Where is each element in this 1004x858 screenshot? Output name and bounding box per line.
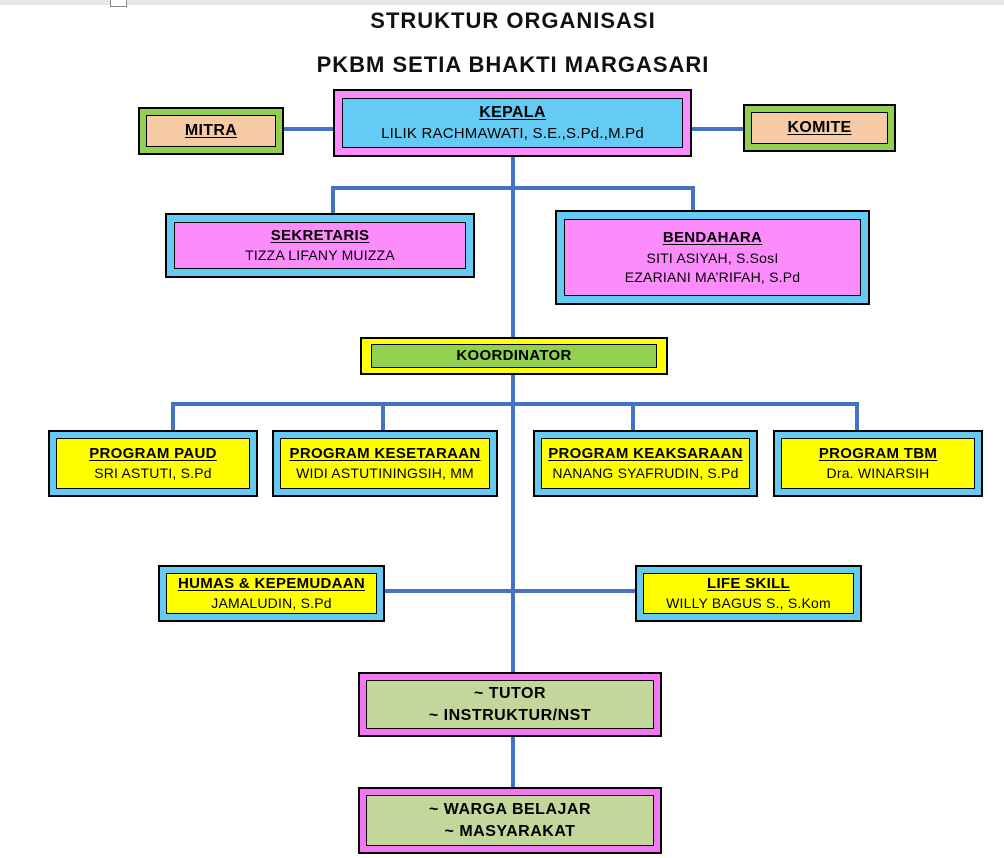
doc-title-line2: PKBM SETIA BHAKTI MARGASARI <box>316 52 710 77</box>
node-person-name: NANANG SYAFRUDIN, S.Pd <box>552 465 739 482</box>
org-node-tutor-instruktur[interactable] <box>358 672 662 737</box>
node-line: ~ TUTOR <box>473 684 547 702</box>
node-person-name: WILLY BAGUS S., S.Kom <box>666 595 831 612</box>
node-person-name: EZARIANI MA’RIFAH, S.Pd <box>624 268 801 285</box>
node-title: PROGRAM KEAKSARAAN <box>548 444 743 462</box>
org-node-humas-kepemudaan[interactable] <box>158 565 385 622</box>
node-title: KOORDINATOR <box>456 346 572 364</box>
org-node-bendahara[interactable] <box>555 210 870 305</box>
node-title: SEKRETARIS <box>270 226 370 244</box>
node-person-name: Dra. WINARSIH <box>826 465 930 482</box>
node-person-name: LILIK RACHMAWATI, S.E.,S.Pd.,M.Pd <box>381 124 644 142</box>
node-title: BENDAHARA <box>662 229 763 247</box>
org-node-warga-masyarakat[interactable] <box>358 787 662 854</box>
node-line: ~ MASYARAKAT <box>444 822 576 840</box>
org-node-kepala[interactable] <box>333 89 692 157</box>
org-node-program-tbm[interactable] <box>773 430 983 497</box>
node-person-name: TIZZA LIFANY MUIZZA <box>245 247 395 264</box>
node-person-name: JAMALUDIN, S.Pd <box>211 595 332 612</box>
node-title: HUMAS & KEPEMUDAAN <box>177 574 366 592</box>
node-person-name: SRI ASTUTI, S.Pd <box>94 465 212 482</box>
org-node-koordinator[interactable] <box>360 337 668 375</box>
node-line: ~ INSTRUKTUR/NST <box>428 706 592 724</box>
org-node-program-paud[interactable] <box>48 430 258 497</box>
node-title: PROGRAM KESETARAAN <box>289 444 481 462</box>
doc-title-line1: STRUKTUR ORGANISASI <box>370 8 656 33</box>
node-person-name: SITI ASIYAH, S.SosI <box>646 249 779 266</box>
node-title: LIFE SKILL <box>707 574 790 592</box>
org-node-sekretaris[interactable] <box>165 213 475 278</box>
node-person-name: WIDI ASTUTININGSIH, MM <box>296 465 474 482</box>
node-title: KEPALA <box>479 104 546 122</box>
node-line: ~ WARGA BELAJAR <box>428 800 592 818</box>
org-node-program-keaksaraan[interactable] <box>533 430 758 497</box>
node-title: MITRA <box>184 122 238 140</box>
node-title: PROGRAM TBM <box>818 444 938 462</box>
org-node-program-kesetaraan[interactable] <box>272 430 498 497</box>
node-title: KOMITE <box>787 119 852 137</box>
org-node-mitra[interactable] <box>138 107 284 155</box>
org-node-komite[interactable] <box>743 104 896 152</box>
org-node-life-skill[interactable] <box>635 565 862 622</box>
node-title: PROGRAM PAUD <box>89 444 217 462</box>
